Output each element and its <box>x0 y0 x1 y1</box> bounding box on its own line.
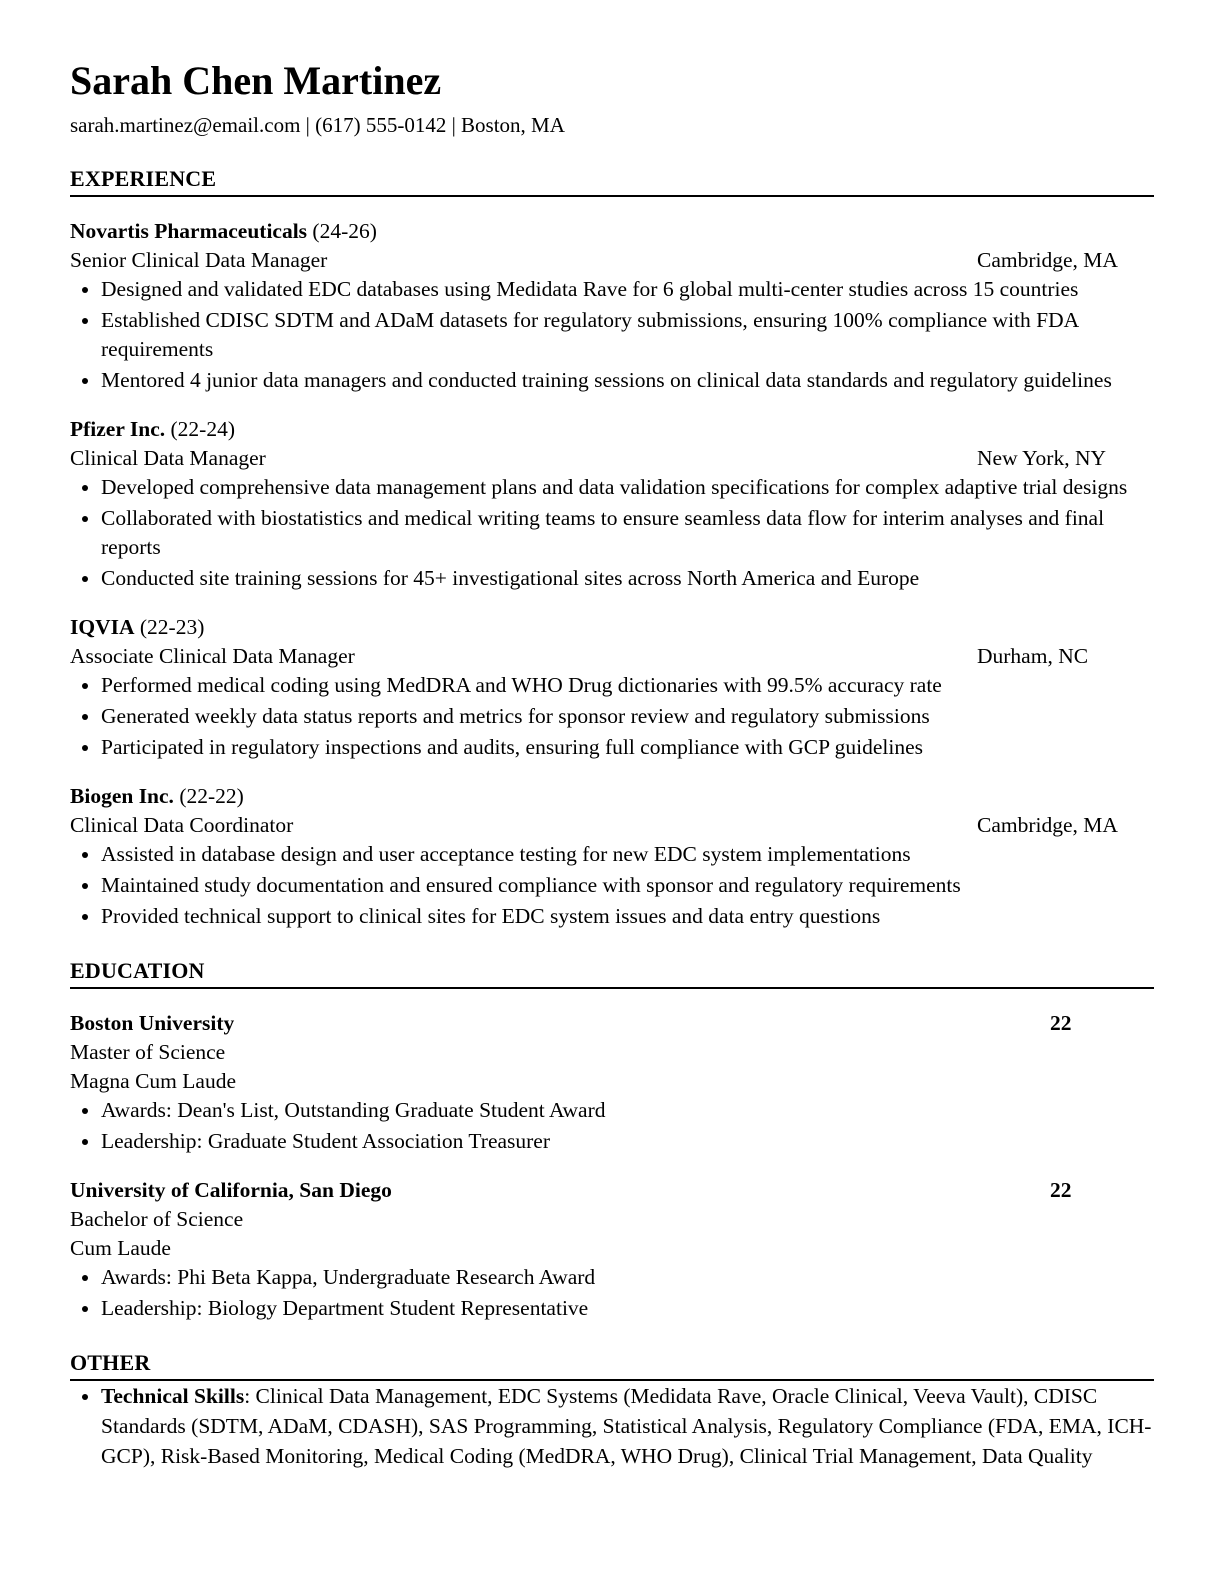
section-title-education: EDUCATION <box>70 958 1154 989</box>
contact-line: sarah.martinez@email.com | (617) 555-0142 | Boston, MA <box>70 113 565 137</box>
skills-bullet-list <box>70 1381 1154 1471</box>
job-role-line <box>70 444 1154 473</box>
bullet-item: • Mentored 4 junior data managers and conducted training sessions on clinical data standards and regulatory guidelines <box>101 366 1154 395</box>
job-location: Cambridge, MA <box>977 248 1118 272</box>
section-title-other: OTHER <box>70 1350 1154 1381</box>
school-name: University of California, San Diego <box>70 1178 392 1202</box>
job-bullet-list <box>70 840 1154 931</box>
honors: Magna Cum Laude <box>70 1069 236 1093</box>
bullet-item: • Conducted site training sessions for 45+ investigational sites across North America and Europe <box>101 564 1154 593</box>
job-header <box>70 782 1154 811</box>
bullet-item: • Established CDISC SDTM and ADaM datasets for regulatory submissions, ensuring 100% compliance with FDA requirements <box>101 306 1154 364</box>
job-dates: (24-26) <box>312 219 377 243</box>
bullet-item: • Generated weekly data status reports and metrics for sponsor review and regulatory submissions <box>101 702 1154 731</box>
job-location: New York, NY <box>977 446 1107 470</box>
bullet-item: • Maintained study documentation and ensured compliance with sponsor and regulatory requirements <box>101 871 1154 900</box>
experience-entry <box>70 415 1154 593</box>
skills-label: Technical Skills <box>101 1384 245 1408</box>
school-header <box>70 1009 1154 1038</box>
experience-entry <box>70 782 1154 931</box>
bullet-item: • Participated in regulatory inspections and audits, ensuring full compliance with GCP guidelines <box>101 733 1154 762</box>
bullet-item: • Awards: Phi Beta Kappa, Undergraduate Research Award <box>101 1263 1154 1292</box>
company-name: IQVIA <box>70 615 135 639</box>
school-name: Boston University <box>70 1011 235 1035</box>
job-role-line <box>70 811 1154 840</box>
job-bullet-list <box>70 671 1154 762</box>
job-title: Associate Clinical Data Manager <box>70 644 355 668</box>
bullet-item: • Designed and validated EDC databases using Medidata Rave for 6 global multi-center studies across 15 countries <box>101 275 1154 304</box>
job-header <box>70 217 1154 246</box>
job-role-line <box>70 642 1154 671</box>
bullet-item: • Performed medical coding using MedDRA and WHO Drug dictionaries with 99.5% accuracy rate <box>101 671 1154 700</box>
job-bullet-list <box>70 473 1154 593</box>
degree: Master of Science <box>70 1040 226 1064</box>
company-name: Pfizer Inc. <box>70 417 166 441</box>
school-bullet-list <box>70 1263 1154 1323</box>
section-title-experience: EXPERIENCE <box>70 166 1154 197</box>
bullet-item: • Assisted in database design and user acceptance testing for new EDC system implementations <box>101 840 1154 869</box>
job-dates: (22-22) <box>179 784 244 808</box>
job-header <box>70 613 1154 642</box>
job-title: Senior Clinical Data Manager <box>70 248 328 272</box>
job-dates: (22-23) <box>139 615 205 639</box>
education-entry <box>70 1176 1154 1323</box>
degree: Bachelor of Science <box>70 1207 244 1231</box>
graduation-year: 22 <box>1050 1011 1072 1035</box>
school-bullet-list <box>70 1096 1154 1156</box>
experience-entry <box>70 613 1154 762</box>
honors: Cum Laude <box>70 1236 171 1260</box>
school-header <box>70 1176 1154 1205</box>
person-name: Sarah Chen Martinez <box>70 58 442 103</box>
bullet-item: • Leadership: Biology Department Student Representative <box>101 1294 1154 1323</box>
job-location: Durham, NC <box>977 644 1089 668</box>
job-title: Clinical Data Coordinator <box>70 813 294 837</box>
bullet-item: • Developed comprehensive data management plans and data validation specifications for complex adaptive trial designs <box>101 473 1154 502</box>
bullet-item: • Provided technical support to clinical sites for EDC system issues and data entry questions <box>101 902 1154 931</box>
company-name: Novartis Pharmaceuticals <box>70 219 308 243</box>
bullet-item: • Collaborated with biostatistics and medical writing teams to ensure seamless data flow for interim analyses and final reports <box>101 504 1154 562</box>
graduation-year: 22 <box>1050 1178 1072 1202</box>
job-title: Clinical Data Manager <box>70 446 266 470</box>
skills-text: : Clinical Data Management, EDC Systems (Medidata Rave, Oracle Clinical, Veeva Vault), CDISC Standards (SDTM, ADaM, CDASH), SAS Programming, Statistical Analysis, Regulatory Compliance (FDA, EMA, ICH-GCP), Risk-Based Monitoring, Medical Coding (MedDRA, WHO Drug), Clinical Trial Management, Data Quality <box>101 1384 1152 1468</box>
experience-entry <box>70 217 1154 395</box>
job-bullet-list <box>70 275 1154 395</box>
job-location: Cambridge, MA <box>977 813 1118 837</box>
company-name: Biogen Inc. <box>70 784 174 808</box>
job-header <box>70 415 1154 444</box>
job-dates: (22-24) <box>170 417 235 441</box>
bullet-item: • Awards: Dean's List, Outstanding Graduate Student Award <box>101 1096 1154 1125</box>
job-role-line <box>70 246 1154 275</box>
bullet-item: • Leadership: Graduate Student Association Treasurer <box>101 1127 1154 1156</box>
education-entry <box>70 1009 1154 1156</box>
skills-item <box>101 1381 1154 1471</box>
